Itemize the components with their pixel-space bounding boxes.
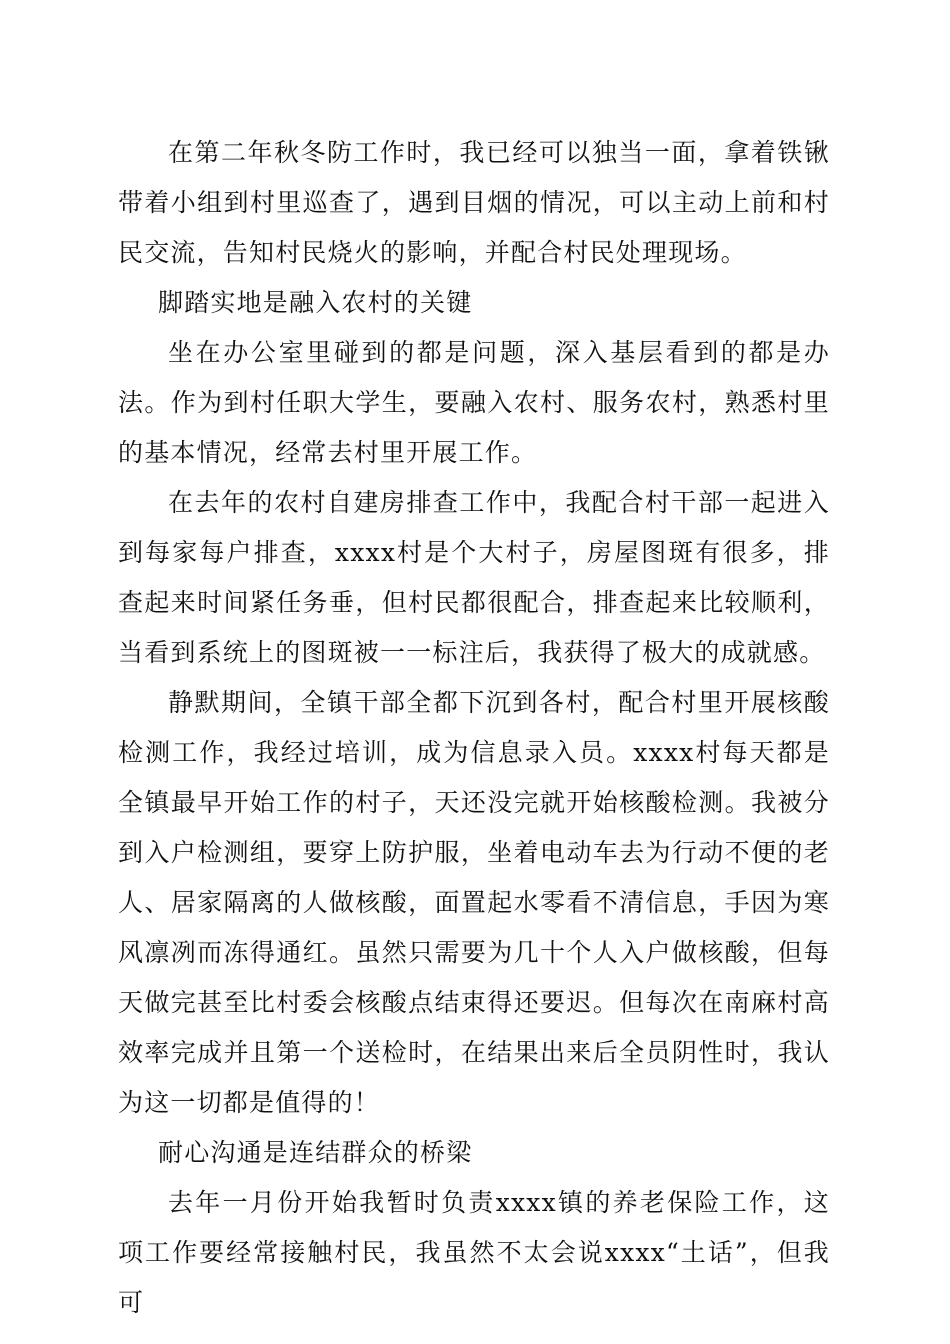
section-heading-patient-communication: 耐心沟通是连结群众的桥梁 <box>158 1138 473 1167</box>
paragraph-quiet-period-testing: 静默期间，全镇干部全都下沉到各村，配合村里开展核酸检测工作，我经过培训，成为信息录入员。xxxx村每天都是全镇最早开始工作的村子，天还没完就开始核酸检测。我被分到入户检测组，要穿上防护服，坐着电动车去为行动不便的老人、居家隔离的人做核酸，面置起水零看不清信息，手因为寒风凛冽而冻得通红。虽然只需要为几十个人入户做核酸，但每天做完甚至比村委会核酸点结束得还要迟。但每次在南麻村高效率完成并且第一个送检时，在结果出来后全员阴性时，我认为这一切都是值得的！ <box>118 688 830 1117</box>
section-heading-down-to-earth: 脚踏实地是融入农村的关键 <box>158 288 473 317</box>
paragraph-autumn-winter-patrol: 在第二年秋冬防工作时，我已经可以独当一面，拿着铁锹带着小组到村里巡查了，遇到目烟的情况，可以主动上前和村民交流，告知村民烧火的影响，并配合村民处理现场。 <box>118 138 830 267</box>
paragraph-pension-insurance-work: 去年一月份开始我暂时负责xxxx镇的养老保险工作，这项工作要经常接触村民，我虽然不太会说xxxx“土话”，但我可 <box>118 1188 830 1317</box>
paragraph-self-built-housing-survey: 在去年的农村自建房排查工作中，我配合村干部一起进入到每家每户排查，xxxx村是个大村子，房屋图斑有很多，排查起来时间紧任务垂，但村民都很配合，排查起来比较顺利，当看到系统上的图斑被一一标注后，我获得了极大的成就感。 <box>118 488 830 667</box>
document-body <box>118 128 830 1328</box>
paragraph-office-vs-grassroots: 坐在办公室里碰到的都是问题，深入基层看到的都是办法。作为到村任职大学生，要融入农村、服务农村，熟悉村里的基本情况，经常去村里开展工作。 <box>118 338 830 467</box>
